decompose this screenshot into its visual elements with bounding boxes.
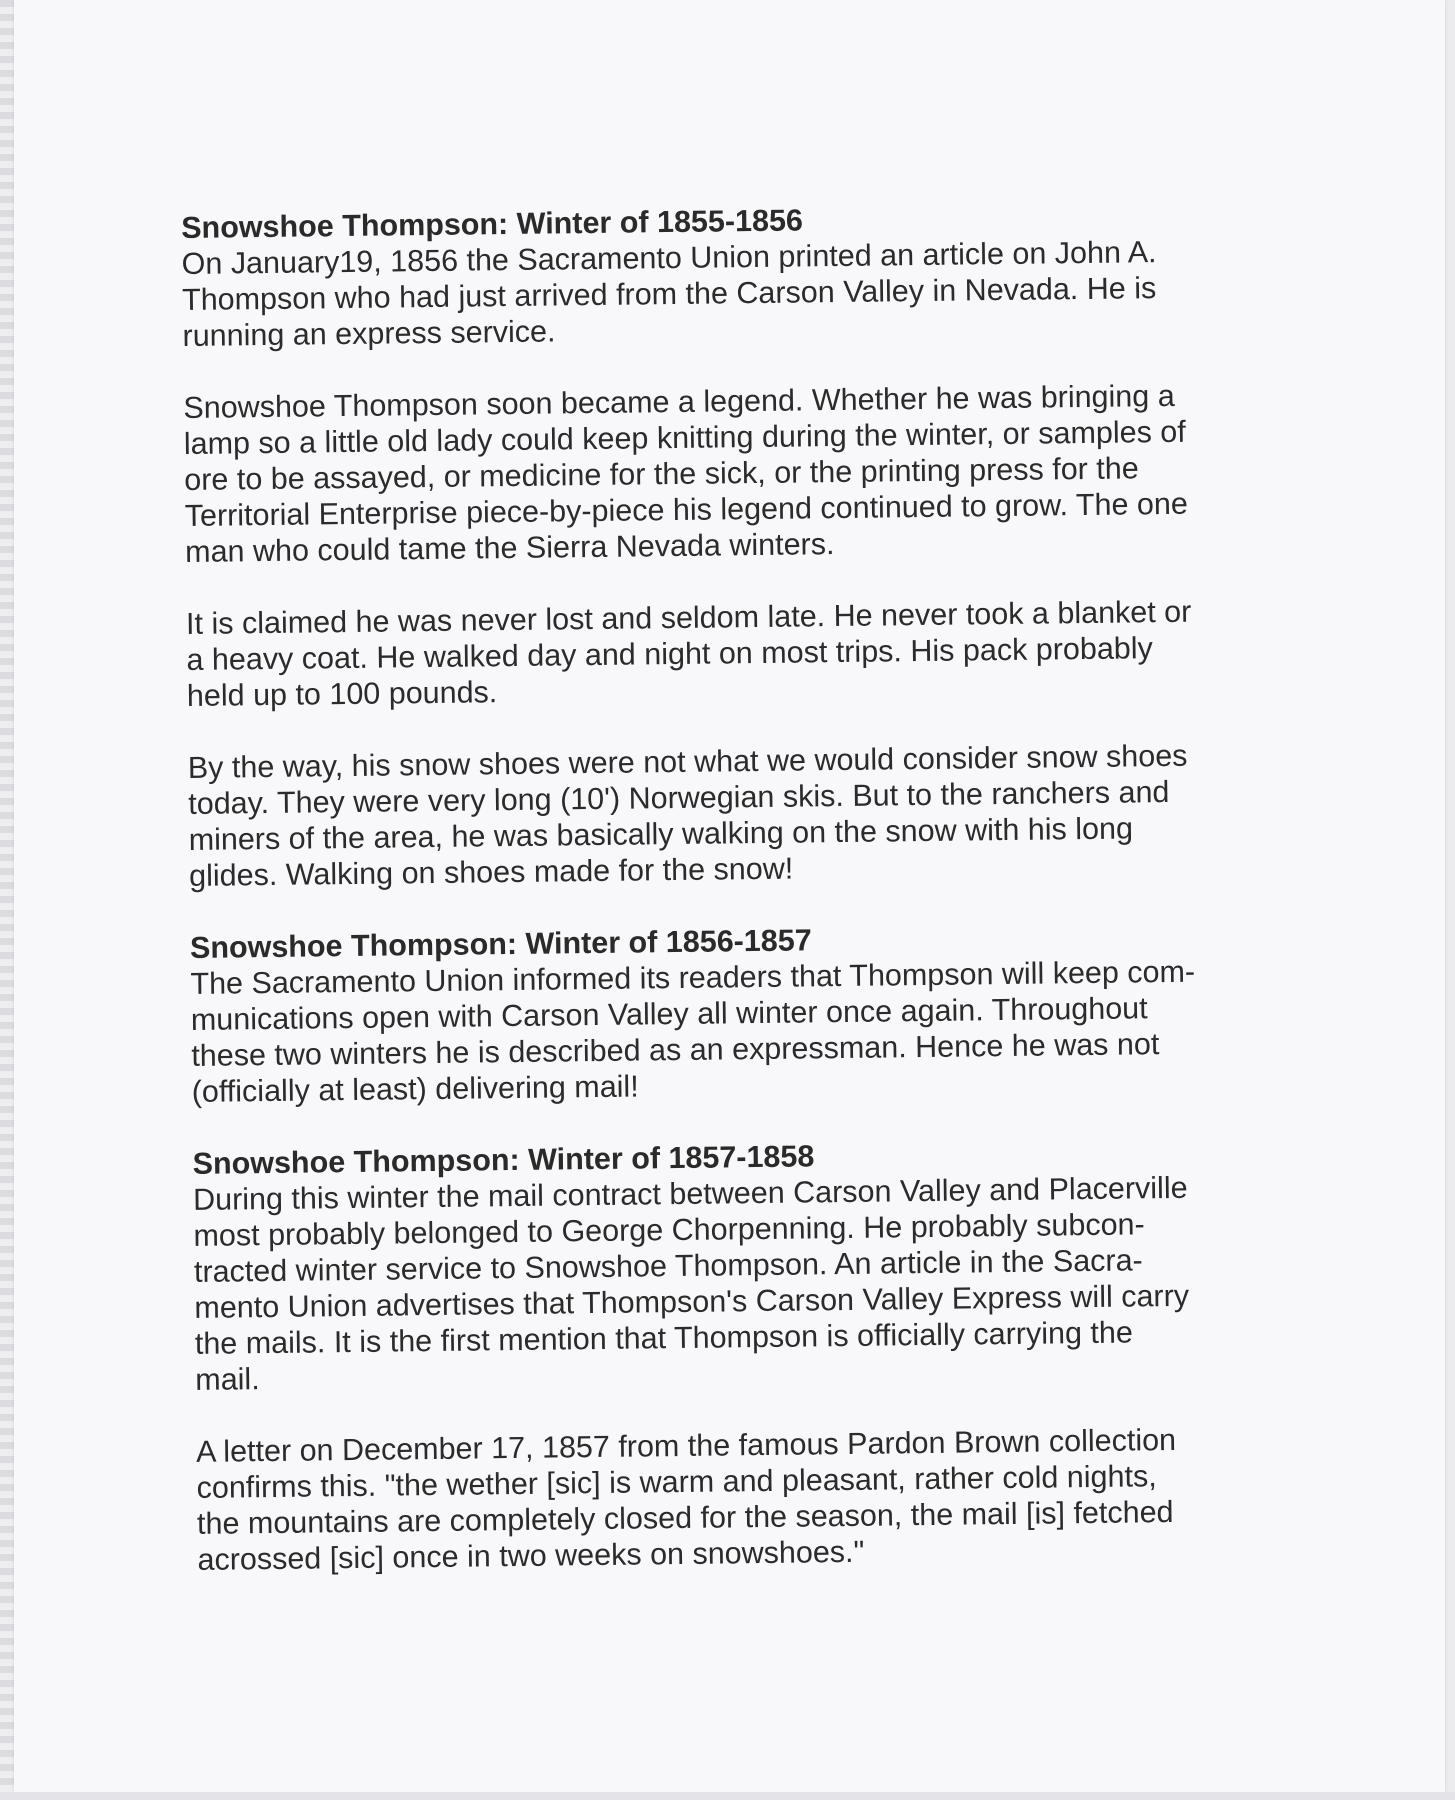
paragraph: During this winter the mail contract between Carson Valley and Placerville most probably belonged to George Chorpenning. He probably subcon- tracted winter service to Snowshoe Thompson. An article in the Sacra- mento Union advertises that Thompson's Carson Valley Express will carry the mails. It is the first mention that Thompson is officially carrying the mail. <box>192 1170 1190 1397</box>
binder-edge <box>0 0 14 1800</box>
paragraph: Snowshoe Thompson soon became a legend. Whether he was bringing a lamp so a little old lady could keep knitting during the winter, or samples of ore to be assayed, or medicine for the sick, or the printing press for the Territorial Enterprise piece-by-piece his legend continued to grow. The one man who could tame the Sierra Nevada winters. <box>183 378 1188 569</box>
section-heading: Snowshoe Thompson: Winter of 1857-1858 <box>192 1139 815 1181</box>
page-bottom-edge <box>0 1792 1455 1800</box>
document-body <box>181 197 1298 1578</box>
section-1855-1856 <box>181 197 1289 894</box>
paragraph: It is claimed he was never lost and seldom late. He never took a blanket or a heavy coat. He walked day and night on most trips. His pack probably held up to 100 pounds. <box>185 594 1192 713</box>
section-heading: Snowshoe Thompson: Winter of 1856-1857 <box>189 923 812 965</box>
paragraph: On January19, 1856 the Sacramento Union printed an article on John A. Thompson who had just arrived from the Carson Valley in Nevada. He is running an express service. <box>181 235 1157 353</box>
section-heading: Snowshoe Thompson: Winter of 1855-1856 <box>181 203 804 245</box>
section-1856-1857 <box>190 917 1292 1110</box>
paragraph: The Sacramento Union informed its readers that Thompson will keep com- munications open with Carson Valley all winter once again. Throughout these two winters he is described as an expressman. Hence he was not (officially at least) delivering mail! <box>190 954 1196 1109</box>
section-1857-1858 <box>192 1132 1297 1577</box>
paragraph: A letter on December 17, 1857 from the famous Pardon Brown collection confirms this. "the wether [sic] is warm and pleasant, rather cold nights, the mountains are completely closed for the season, the mail [is] fetched acrossed [sic] once in two weeks on snowshoes." <box>195 1422 1177 1577</box>
paragraph: By the way, his snow shoes were not what we would consider snow shoes today. They were very long (10') Norwegian skis. But to the ranchers and miners of the area, he was basically walking on the snow with his long glides. Walking on shoes made for the snow! <box>187 738 1188 893</box>
